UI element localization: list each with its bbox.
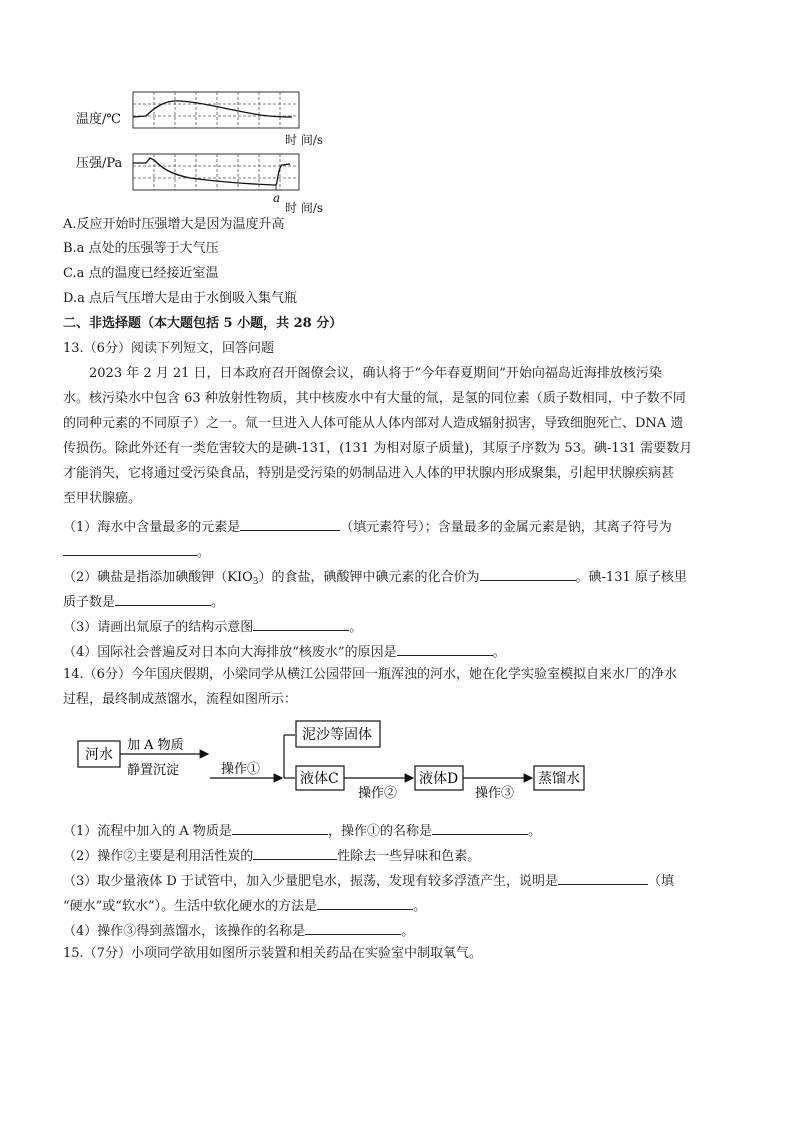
option-b: B.a 点处的压强等于大气压: [63, 241, 219, 256]
q14-sub3-cont: “硬水”或“软水”）。生活中软化硬水的方法是 。: [63, 895, 426, 916]
answer-blank[interactable]: [480, 566, 576, 581]
answer-blank[interactable]: [397, 641, 493, 656]
distilled-water-label: 蒸馏水: [538, 771, 580, 787]
pressure-curve: [133, 158, 290, 185]
q13-passage-line: 2023 年 2 月 21 日，日本政府召开阁僚会议，确认将于“今年春夏期间”开始向福岛近海排放核污染: [89, 366, 662, 381]
q13-passage-line: 传损伤。除此外还有一类危害较大的是碘-131，(131 为相对原子质量)，其原子序数为 53。碘-131 需要数月: [63, 441, 693, 456]
water-purification-flowchart: [70, 715, 600, 805]
answer-blank[interactable]: [253, 616, 349, 631]
point-a-label: a: [273, 191, 281, 205]
q13-passage-line: 至甲状腺癌。: [63, 491, 142, 506]
river-water-label: 河水: [85, 747, 113, 763]
liquid-d-label: 液体D: [419, 771, 459, 787]
answer-blank[interactable]: [253, 845, 337, 860]
temperature-graph: [76, 92, 323, 147]
time-label-1: 时 间/s: [285, 133, 324, 147]
answer-blank[interactable]: [305, 920, 401, 935]
solids-label: 泥沙等固体: [302, 727, 372, 743]
q13-passage-line: 水。核污染水中包含 63 种放射性物质，其中核废水中有大量的氚，是氢的同位素（质子数相同，中子数不同: [63, 391, 686, 406]
q13-sub2-cont: 质子数是 。: [63, 591, 224, 612]
temperature-curve: [133, 101, 292, 117]
temperature-axis-label: 温度/℃: [76, 112, 121, 127]
answer-blank[interactable]: [317, 895, 413, 910]
add-a-label: 加 A 物质: [127, 738, 184, 753]
q14-sub3: （3）取少量液体 D 于试管中，加入少量肥皂水，振荡，发现有较多浮渣产生，说明是 （填: [63, 870, 674, 891]
option-d: D.a 点后气压增大是由于水倒吸入集气瓶: [63, 291, 297, 306]
time-label-2: 时 间/s: [285, 201, 324, 215]
q14-sub2: （2）操作②主要是利用活性炭的 性除去一些异味和色素。: [63, 845, 480, 866]
q13-sub4: （4）国际社会普遍反对日本向大海排放“核废水”的原因是 。: [63, 641, 506, 662]
q13-sub1-cont: 。: [63, 541, 210, 562]
option-a: A.反应开始时压强增大是因为温度升高: [63, 217, 285, 232]
q13-passage-line: 才能消失，它将通过受污染食品，特别是受污染的奶制品进入人体的甲状腺内形成聚集，引起甲状腺疾病甚: [63, 466, 675, 481]
answer-blank[interactable]: [558, 870, 648, 885]
op1-label: 操作①: [221, 762, 261, 777]
q15-heading: 15.（7分）小项同学欲用如图所示装置和相关药品在实验室中制取氧气。: [63, 946, 482, 961]
liquid-c-label: 液体C: [300, 771, 339, 787]
q13-sub1: （1）海水中含量最多的元素是 （填元素符号）；含量最多的金属元素是钠，其离子符号为: [63, 516, 672, 537]
q14-heading-cont: 过程，最终制成蒸馏水，流程如图所示：: [63, 692, 298, 707]
pressure-axis-label: 压强/Pa: [76, 156, 123, 171]
option-c: C.a 点的温度已经接近室温: [63, 266, 219, 281]
answer-blank[interactable]: [432, 820, 528, 835]
pressure-graph: [76, 154, 323, 215]
q14-sub4: （4）操作③得到蒸馏水，该操作的名称是 。: [63, 920, 414, 941]
settle-label: 静置沉淀: [127, 763, 180, 778]
q13-passage-line: 的同种元素的不同原子）之一。氚一旦进入人体可能从人体内部对人造成辐射损害，导致细胞死亡、DNA 遗: [63, 416, 684, 431]
op2-label: 操作②: [358, 786, 398, 801]
section-title: 二、非选择题（本大题包括 5 小题，共 28 分）: [63, 316, 343, 331]
answer-blank[interactable]: [240, 516, 340, 531]
answer-blank[interactable]: [232, 820, 328, 835]
q14-sub1: （1）流程中加入的 A 物质是 ，操作①的名称是 。: [63, 820, 541, 841]
answer-blank[interactable]: [115, 591, 211, 606]
temperature-pressure-graphs: [70, 86, 324, 216]
q14-heading: 14.（6分）今年国庆假期，小梁同学从横江公园带回一瓶浑浊的河水，她在化学实验室模拟自来水厂的净水: [63, 667, 677, 682]
op3-label: 操作③: [475, 786, 515, 801]
q13-heading: 13.（6分）阅读下列短文，回答问题: [63, 341, 274, 356]
q13-sub2: （2）碘盐是指添加碘酸钾$(KIO_3)$的食盐，碘酸钾中碘元素的化合价为 。碘-131 原子核里: [63, 566, 687, 591]
answer-blank[interactable]: [63, 541, 197, 556]
q13-sub3: （3）请画出氚原子的结构示意图 。: [63, 616, 362, 637]
